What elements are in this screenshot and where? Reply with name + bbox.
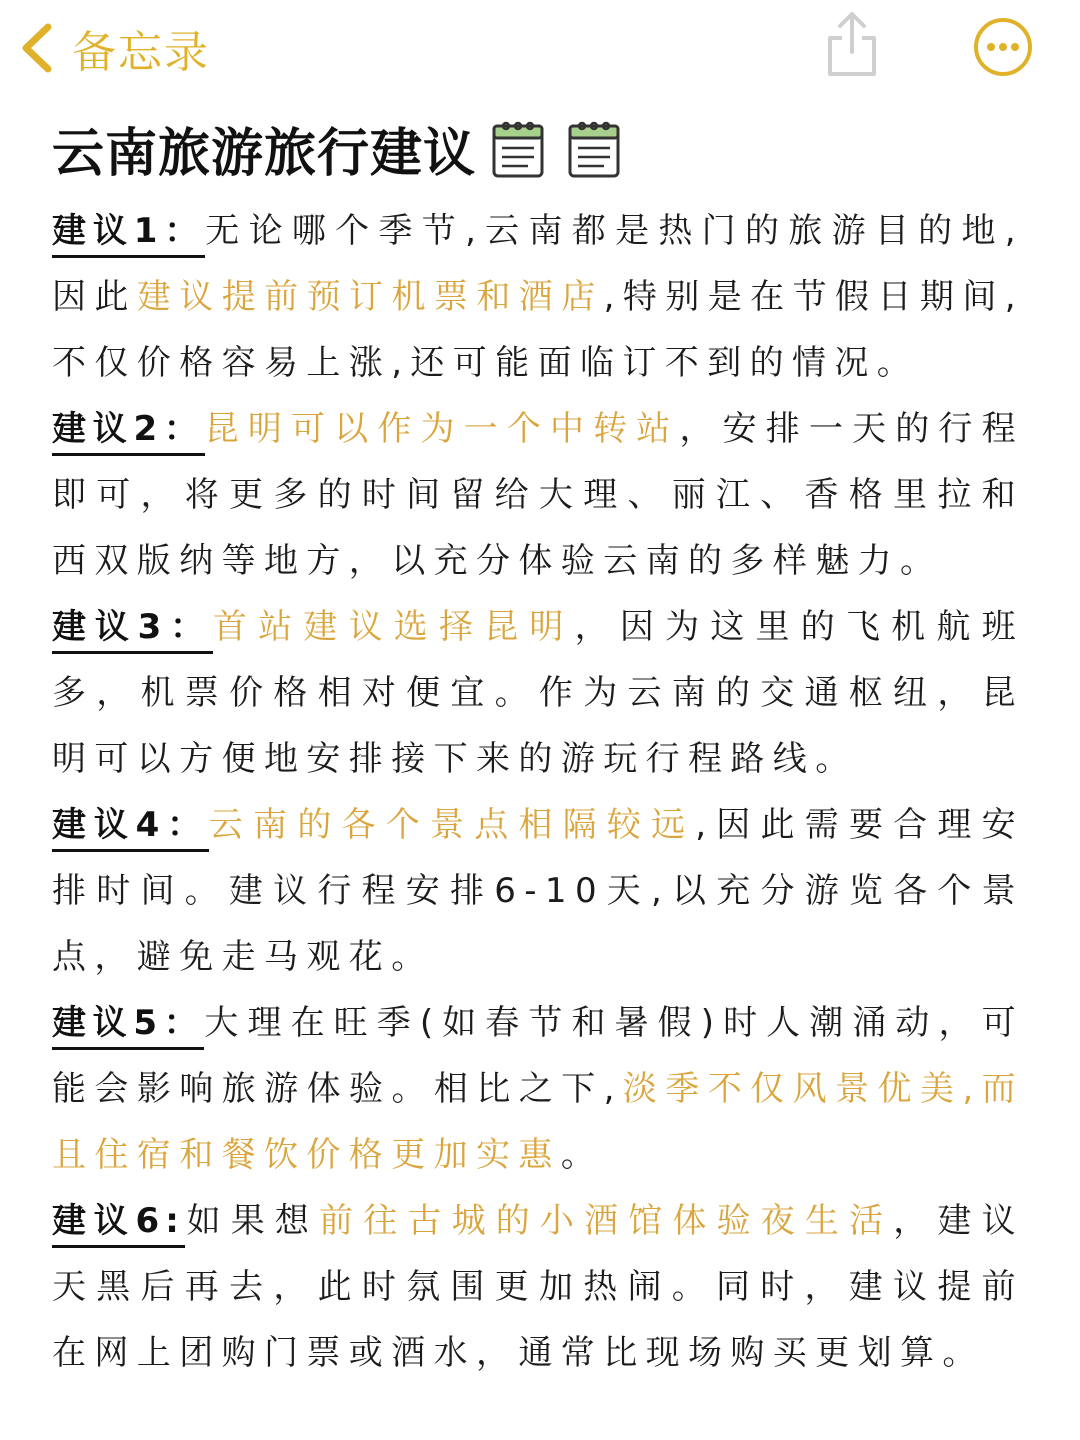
- notepad-icon: [560, 114, 628, 182]
- back-button[interactable]: [18, 20, 210, 76]
- tip-text: 。: [560, 1135, 604, 1175]
- more-icon[interactable]: [972, 16, 1034, 78]
- tip-text: ，建议天黑后再去，此时氛围更加热闹。同时，建议提前在网上团购门票或酒水，通常比现场购买更划算。: [52, 1201, 1025, 1373]
- chevron-left-icon: [18, 23, 56, 73]
- note-title-row: [52, 108, 628, 188]
- tip-label: 建议3：: [52, 607, 213, 654]
- tip-paragraph: [52, 990, 1024, 1188]
- tip-paragraph: [52, 792, 1024, 990]
- note-body[interactable]: [52, 198, 1024, 1386]
- nav-bar: [0, 0, 1080, 100]
- tip-paragraph: [52, 198, 1024, 396]
- back-label: 备忘录: [72, 27, 210, 78]
- tip-label: 建议1：: [52, 211, 205, 258]
- tip-paragraph: [52, 594, 1024, 792]
- tip-highlight: 首站建议选择昆明: [212, 607, 575, 647]
- tip-highlight: 云南的各个景点相隔较远: [208, 805, 696, 845]
- tip-label: 建议5：: [52, 1003, 204, 1050]
- tip-text: ,特别是在节假日期间,不仅价格容易上涨,还可能面临订不到的情况。: [52, 277, 1024, 383]
- tip-highlight: 淡季不仅风景优美,而且住宿和餐饮价格更加实惠: [52, 1069, 1024, 1175]
- tip-label: 建议6:: [52, 1201, 185, 1248]
- tip-label: 建议4：: [52, 805, 209, 852]
- tip-text: ，安排一天的行程即可，将更多的时间留给大理、丽江、香格里拉和西双版纳等地方，以充分体验云南的多样魅力。: [52, 409, 1024, 581]
- tip-highlight: 建议提前预订机票和酒店: [136, 277, 604, 317]
- tip-paragraph: [52, 1188, 1024, 1386]
- tip-text: 无论哪个季节,云南都是热门的旅游目的地,因此: [52, 211, 1024, 317]
- tip-highlight: 前往古城的小酒馆体验夜生活: [319, 1201, 894, 1241]
- tip-text: ,因此需要合理安排时间。建议行程安排6-10天,以充分游览各个景点，避免走马观花。: [52, 805, 1024, 977]
- share-icon[interactable]: [822, 8, 882, 80]
- tip-text: 如果想: [184, 1201, 320, 1241]
- note-title: 云南旅游旅行建议: [52, 122, 477, 184]
- tip-text: 大理在旺季(如春节和暑假)时人潮涌动，可能会影响旅游体验。相比之下,: [52, 1003, 1024, 1109]
- tip-highlight: 昆明可以作为一个中转站: [204, 409, 680, 449]
- notepad-icon: [484, 114, 552, 182]
- tip-text: ，因为这里的飞机航班多，机票价格相对便宜。作为云南的交通枢纽，昆明可以方便地安排接下来的游玩行程路线。: [52, 607, 1024, 779]
- tip-label: 建议2：: [52, 409, 205, 456]
- tip-paragraph: [52, 396, 1024, 594]
